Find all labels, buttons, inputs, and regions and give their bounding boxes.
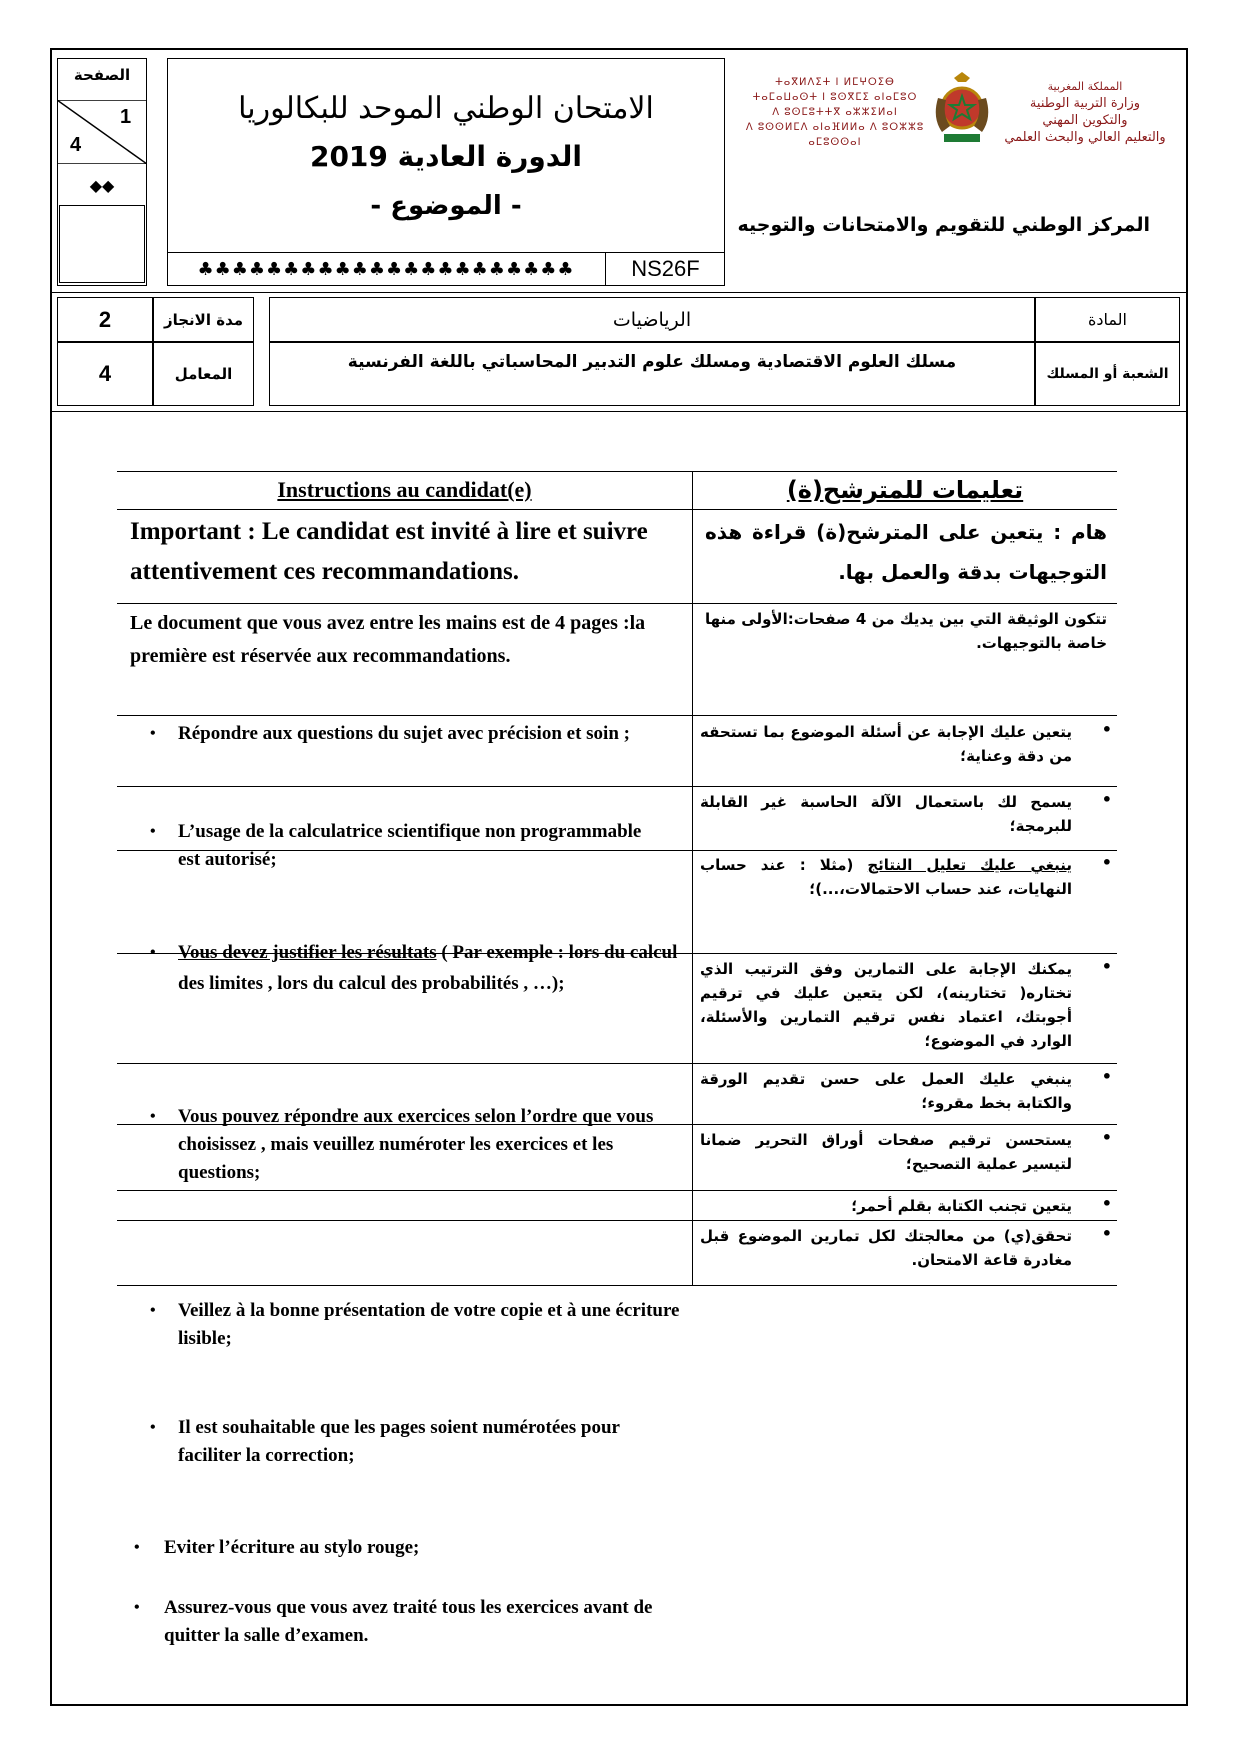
- tifinagh-line: ⴷ ⵓⵙⵙⵍⵎⴷ ⴰⵏⴰⴼⵍⵍⴰ ⴷ ⵓⵔⵣⵣⵓ ⴰⵎⵓⵙⵙⴰⵏ: [745, 122, 925, 148]
- table-rule: [117, 786, 1117, 787]
- doc-fr: [130, 607, 675, 673]
- ministry-line: وزارة التربية الوطنية: [1029, 96, 1141, 111]
- rule-fr-3-text: ( Par exemple : lors du calcul des limites , lors du calcul des probabilités , …);: [178, 942, 678, 994]
- bullet-icon: •: [1101, 1224, 1112, 1243]
- ministry-line: والتكوين المهني: [1042, 113, 1128, 128]
- table-rule: [117, 509, 1117, 510]
- rule-ar-8: [700, 1224, 1112, 1272]
- ministry-line: المملكة المغربية: [1047, 80, 1123, 93]
- page-label: الصفحة: [73, 66, 131, 84]
- table-rule: [117, 1220, 1117, 1221]
- ministry-block: [995, 78, 1175, 146]
- rule-ar-8-text: تحقق(ي) من معالجتك لكل تمارين الموضوع قبل مغادرة قاعة الامتحان.: [700, 1227, 1072, 1269]
- bullet-icon: •: [1101, 790, 1112, 809]
- ar-title: تعليمات للمترشح(ة): [786, 476, 1024, 504]
- important-fr: Important : Le candidat est invité à lire et suivre attentivement ces recommandations.: [130, 518, 648, 585]
- rule-fr-2: • L’usage de la calculatrice scientifique non programmable est autorisé;: [120, 818, 660, 874]
- page-number: 1: [120, 106, 132, 128]
- rule-ar-1: [700, 720, 1112, 768]
- bullet-icon: •: [1101, 957, 1112, 976]
- subject-heading: - الموضوع -: [370, 191, 522, 221]
- stars-decoration: ♣♣♣♣♣♣♣♣♣♣♣♣♣♣♣♣♣♣♣♣♣♣: [197, 258, 575, 280]
- center-name: المركز الوطني للتقويم والامتحانات والتوجيه: [737, 214, 1150, 236]
- tifinagh-line: ⵜⴰⴳⵍⴷⵉⵜ ⵏ ⵍⵎⵖⵔⵉⴱ: [775, 77, 895, 88]
- subject-value: الرياضيات: [612, 308, 692, 331]
- table-column-divider: [692, 471, 693, 1285]
- session-title: الدورة العادية 2019: [309, 139, 583, 173]
- bullet-icon: •: [1101, 1067, 1112, 1086]
- tifinagh-block: [735, 75, 935, 150]
- rule-ar-4-text: يمكنك الإجابة على التمارين وفق الترتيب الذي تختاره( تختارينه)، لكن يتعين عليك في ترقيم أجوبتك، اعتماد نفس ترقيم التمارين والأسئلة، الوارد في الموضوع؛: [700, 960, 1072, 1050]
- rule-fr-3: [120, 937, 680, 999]
- rule-ar-2-text: يسمح لك باستعمال الآلة الحاسبة غير القابلة للبرمجة؛: [700, 793, 1072, 835]
- rule-ar-1-text: يتعين عليك الإجابة عن أسئلة الموضوع بما تستحقه من دقة وعناية؛: [700, 723, 1072, 765]
- rule-ar-3: [700, 853, 1112, 901]
- rule-ar-2: [700, 790, 1112, 838]
- table-rule: [117, 1285, 1117, 1286]
- subject-code: NS26F: [631, 256, 700, 281]
- ministry-line: والتعليم العالي والبحث العلمي: [1004, 130, 1166, 145]
- rule-ar-3-rest: (مثلا : عند حساب النهايات، عند حساب الاحتمالات،...)؛: [700, 856, 1072, 898]
- meta-bottom-border: [50, 411, 1188, 412]
- table-rule: [117, 603, 1117, 604]
- rule-fr-4: • Vous pouvez répondre aux exercices selon l’ordre que vous choisissez , mais veuillez numéroter les exercices et les questions;: [120, 1103, 680, 1187]
- table-rule: [117, 471, 1117, 472]
- bullet-icon: •: [1101, 1128, 1112, 1147]
- page-total: 4: [70, 134, 82, 156]
- coef-label: المعامل: [174, 365, 233, 383]
- doc-fr-text: Le document que vous avez entre les mains est de 4 pages :la première est réservée aux recommandations.: [130, 612, 646, 667]
- empty-box: [59, 205, 145, 283]
- rule-ar-6-text: يستحسن ترقيم صفحات أوراق التحرير ضمانا لتيسير عملية التصحيح؛: [700, 1131, 1072, 1173]
- tifinagh-line: ⴷ ⵓⵙⵎⵓⵜⵜⴳ ⴰⵣⵣⵉⵍⴰⵏ: [772, 107, 898, 118]
- rule-fr-6: • Il est souhaitable que les pages soient numérotées pour faciliter la correction;: [120, 1414, 680, 1470]
- rule-ar-3-underlined: ينبغي عليك تعليل النتائج: [867, 856, 1072, 874]
- rule-fr-5: • Veillez à la bonne présentation de votre copie et à une écriture lisible;: [120, 1297, 680, 1353]
- duration-value: 2: [98, 306, 112, 332]
- table-rule: [117, 715, 1117, 716]
- rule-ar-6: [700, 1128, 1112, 1176]
- meta-top-border: [50, 292, 1188, 293]
- bullet-icon: •: [1101, 720, 1112, 739]
- diamonds: ◆◆: [89, 175, 115, 195]
- rule-ar-7: [700, 1194, 1112, 1218]
- doc-ar: تتكون الوثيقة التي بين يديك من 4 صفحات:الأولى منها خاصة بالتوجيهات.: [705, 610, 1107, 652]
- rule-fr-1: • Répondre aux questions du sujet avec précision et soin ;: [120, 720, 660, 748]
- rule-ar-3-text: [700, 853, 1072, 901]
- title-divider: [167, 252, 725, 253]
- rule-ar-5: [700, 1067, 1112, 1115]
- rule-ar-7-text: يتعين تجنب الكتابة بقلم أحمر؛: [851, 1197, 1072, 1215]
- important-ar: هام : يتعين على المترشح(ة) قراءة هذه التوجيهات بدقة والعمل بها.: [705, 520, 1107, 584]
- table-rule: [117, 1190, 1117, 1191]
- table-rule: [117, 1063, 1117, 1064]
- branch-value: مسلك العلوم الاقتصادية ومسلك علوم التدبير المحاسباتي باللغة الفرنسية: [347, 352, 957, 372]
- branch-label: الشعبة أو المسلك: [1046, 366, 1169, 382]
- fr-title: Instructions au candidat(e): [277, 477, 532, 502]
- coat-of-arms-icon: [930, 68, 994, 146]
- rule-ar-4: [700, 957, 1112, 1053]
- rule-fr-7: • Eviter l’écriture au stylo rouge;: [120, 1534, 680, 1562]
- rule-ar-5-text: ينبغي عليك العمل على حسن تقديم الورقة والكتابة بخط مقروء؛: [700, 1070, 1072, 1112]
- tifinagh-line: ⵜⴰⵎⴰⵡⴰⵙⵜ ⵏ ⵓⵙⴳⵎⵉ ⴰⵏⴰⵎⵓⵔ: [752, 92, 918, 103]
- bullet-icon: •: [1101, 1194, 1112, 1213]
- bullet-icon: •: [1101, 853, 1112, 872]
- duration-label: مدة الانجاز: [163, 310, 244, 329]
- rule-fr-3-underlined: Vous devez justifier les résultats: [178, 942, 437, 963]
- subject-label: المادة: [1088, 310, 1127, 329]
- rule-fr-8: • Assurez-vous que vous avez traité tous les exercices avant de quitter la salle d’examen.: [120, 1594, 680, 1650]
- coef-value: 4: [98, 361, 112, 386]
- exam-title: الامتحان الوطني الموحد للبكالوريا: [238, 90, 654, 126]
